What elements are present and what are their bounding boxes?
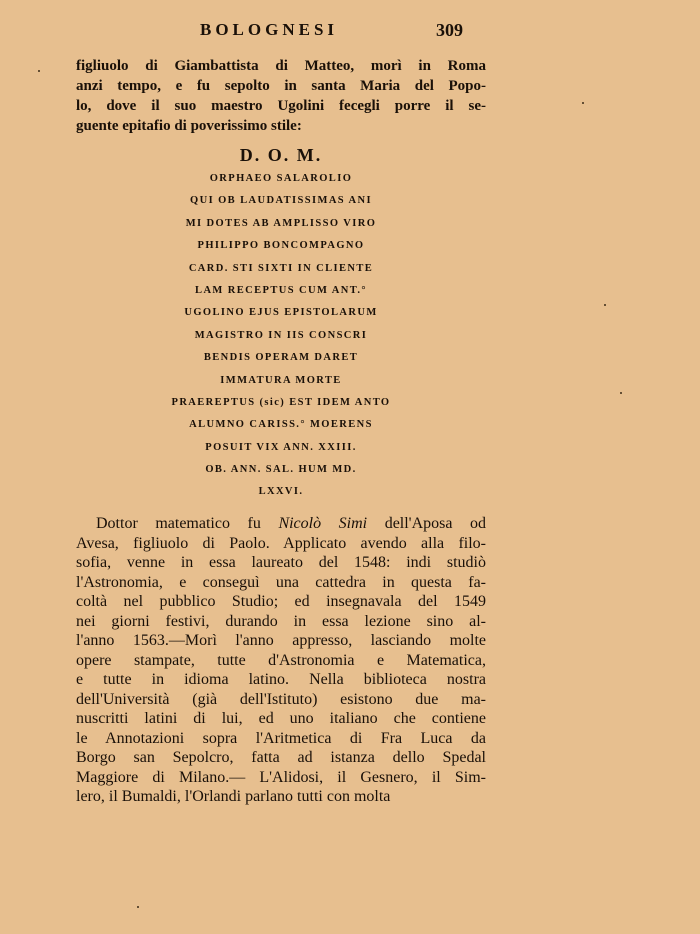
- text-line: Borgo san Sepolcro, fatta ad istanza dello Spedal: [76, 749, 486, 766]
- paragraph-intro: [76, 56, 486, 136]
- text-line: lero, il Bumaldi, l'Orlandi parlano tutti con molta: [76, 788, 391, 805]
- text-line: [76, 514, 486, 534]
- text-line: coltà nel pubblico Studio; ed insegnavala del 1549: [76, 593, 486, 610]
- text-line: guente epitafio di poverissimo stile:: [76, 118, 302, 134]
- running-title: BOLOGNESI: [200, 20, 339, 39]
- epitaph-line: PHILIPPO BONCOMPAGNO: [197, 240, 365, 252]
- epitaph-line: CARD. STI SIXTI IN CLIENTE: [188, 262, 374, 274]
- page-header: [0, 18, 700, 46]
- epitaph-line: OB. ANN. SAL. HUM MD.: [205, 464, 357, 476]
- page-number: 309: [436, 20, 463, 40]
- epitaph-line: BENDIS OPERAM DARET: [203, 352, 359, 364]
- epitaph-line: PRAEREPTUS (sic) EST IDEM ANTO: [171, 396, 391, 408]
- paper-speck: [582, 102, 584, 104]
- epitaph-line: POSUIT VIX ANN. XXIII.: [205, 441, 357, 453]
- epitaph-inscription: [76, 142, 486, 504]
- text-fragment: dell'Aposa od: [367, 515, 487, 532]
- epitaph-line: ORPHAEO SALAROLIO: [209, 173, 353, 184]
- epitaph-line: ALUMNO CARISS.° MOERENS: [189, 419, 373, 431]
- epitaph-heading: D. O. M.: [239, 145, 323, 165]
- text-line: Avesa, figliuolo di Paolo. Applicato avendo alla filo-: [76, 534, 486, 552]
- text-line: lo, dove il suo maestro Ugolini fecegli porre il se-: [76, 98, 486, 114]
- text-line: sofia, venne in essa laureato del 1548: indi studiò: [76, 554, 486, 571]
- person-name: Nicolò Simi: [278, 515, 368, 532]
- text-fragment: Dottor matematico fu: [96, 515, 279, 532]
- text-line: figliuolo di Giambattista di Matteo, morì in Roma: [76, 58, 486, 74]
- epitaph-line: UGOLINO EJUS EPISTOLARUM: [184, 307, 378, 319]
- paragraph-simi: [76, 514, 486, 807]
- text-line: le Annotazioni sopra l'Aritmetica di Fra Luca da: [76, 729, 486, 747]
- paper-speck: [137, 906, 139, 908]
- epitaph-line: LAM RECEPTUS CUM ANT.°: [195, 284, 367, 296]
- text-line: Maggiore di Milano.— L'Alidosi, il Gesnero, il Sim-: [76, 768, 486, 786]
- epitaph-line: MI DOTES AB AMPLISSO VIRO: [185, 217, 377, 229]
- text-line: opere stampate, tutte d'Astronomia e Matematica,: [76, 651, 486, 669]
- text-line: anzi tempo, e fu sepolto in santa Maria del Popo-: [76, 78, 486, 94]
- paper-speck: [620, 392, 622, 394]
- text-line: l'Astronomia, e conseguì una cattedra in questa fa-: [76, 573, 486, 591]
- epitaph-line: QUI OB LAUDATISSIMAS ANI: [190, 195, 372, 207]
- text-line: e tutte in idioma latino. Nella biblioteca nostra: [76, 671, 486, 688]
- paper-speck: [38, 70, 40, 72]
- text-line: dell'Università (già dell'Istituto) esistono due ma-: [76, 690, 486, 708]
- text-line: nuscritti latini di lui, ed uno italiano che contiene: [76, 710, 486, 727]
- epitaph-line: IMMATURA MORTE: [220, 374, 342, 386]
- epitaph-line: LXXVI.: [258, 486, 304, 498]
- paper-speck: [604, 304, 606, 306]
- epitaph-line: MAGISTRO IN IIS CONSCRI: [194, 329, 368, 341]
- text-line: nei giorni festivi, durando in essa lezione sino al-: [76, 612, 486, 630]
- text-line: l'anno 1563.—Morì l'anno appresso, lasciando molte: [76, 632, 486, 649]
